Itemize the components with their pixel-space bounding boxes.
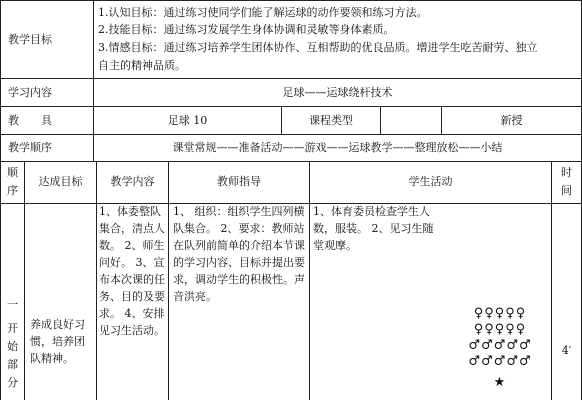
section-time: 4′ [561, 344, 572, 357]
rule [0, 134, 582, 135]
content-value: 足球——运球绕杆技术 [282, 86, 393, 99]
formation-row: ♀♀♀♀♀ [473, 306, 527, 321]
formation-row: ♀♀♀♀♀ [473, 322, 527, 337]
equipment-label: 教 具 [8, 114, 52, 127]
equipment-value: 足球 10 [167, 114, 208, 127]
objectives-label: 教学目标 [8, 33, 52, 46]
objective-line-3: 3.情感目标：通过练习培养学生团体协作、互相帮助的优良品质。增进学生吃苦耐劳、独立 [98, 41, 538, 54]
formation-row: ♂♂♂♂♂ [468, 354, 532, 369]
formation-row: ♂♂♂♂♂ [468, 338, 532, 353]
header-teacher: 教师指导 [217, 175, 261, 188]
rule [380, 106, 381, 134]
sequence-label: 教学顺序 [8, 141, 52, 154]
header-time-1: 时 [561, 166, 572, 179]
objective-line-2: 2.技能目标：通过练习发展学生身体协调和灵敏等身体素质。 [98, 23, 395, 36]
rule [309, 161, 310, 400]
rule [96, 161, 97, 400]
section-teacher: 1、 组织：组织学生四列横队集合。 2、要求：教师站在队列前简单的介绍本节课的学习内容、目标并提出要求，调动学生的积极性。声音洪亮。 [173, 205, 305, 303]
section-student: 1、体育委员检查学生人数，服装。 2、见习生随堂观摩。 [313, 205, 434, 252]
section-order-char: 开 [7, 322, 18, 335]
section-order-char: 部 [7, 358, 18, 371]
section-order-char: 分 [7, 376, 18, 389]
section-goal: 养成良好习惯，培养团队精神。 [30, 318, 85, 365]
rule [0, 106, 582, 107]
header-time-2: 间 [561, 184, 572, 197]
header-student: 学生活动 [408, 175, 453, 188]
teacher-star-icon: ★ [493, 375, 507, 390]
section-content: 1、体委整队集合，清点人数。 2、师生问好。 3、宣布本次课的任务、目的及要求。 4、安排见习生活动。 [99, 205, 165, 337]
course-type-value: 新授 [500, 114, 523, 127]
rule [93, 0, 94, 161]
rule [0, 78, 582, 79]
header-order-1: 顺 [7, 166, 18, 179]
content-label: 学习内容 [8, 86, 52, 99]
objective-line-4: 自主的精神品质。 [98, 59, 186, 72]
objective-line-1: 1.认知目标：通过练习使同学们能了解运球的动作要领和练习方法。 [98, 6, 428, 19]
header-goal: 达成目标 [38, 175, 83, 188]
course-type-label: 课程类型 [309, 114, 353, 127]
rule [0, 161, 582, 162]
section-order-char: 一 [7, 298, 18, 311]
section-order-char: 始 [7, 340, 18, 353]
header-order-2: 序 [7, 184, 18, 197]
rule [168, 161, 169, 400]
rule [24, 161, 25, 400]
header-content: 教学内容 [110, 175, 155, 188]
rule [0, 0, 582, 1]
sequence-value: 课堂常规——准备活动——游戏——运球教学——整理放松——小结 [172, 141, 503, 154]
